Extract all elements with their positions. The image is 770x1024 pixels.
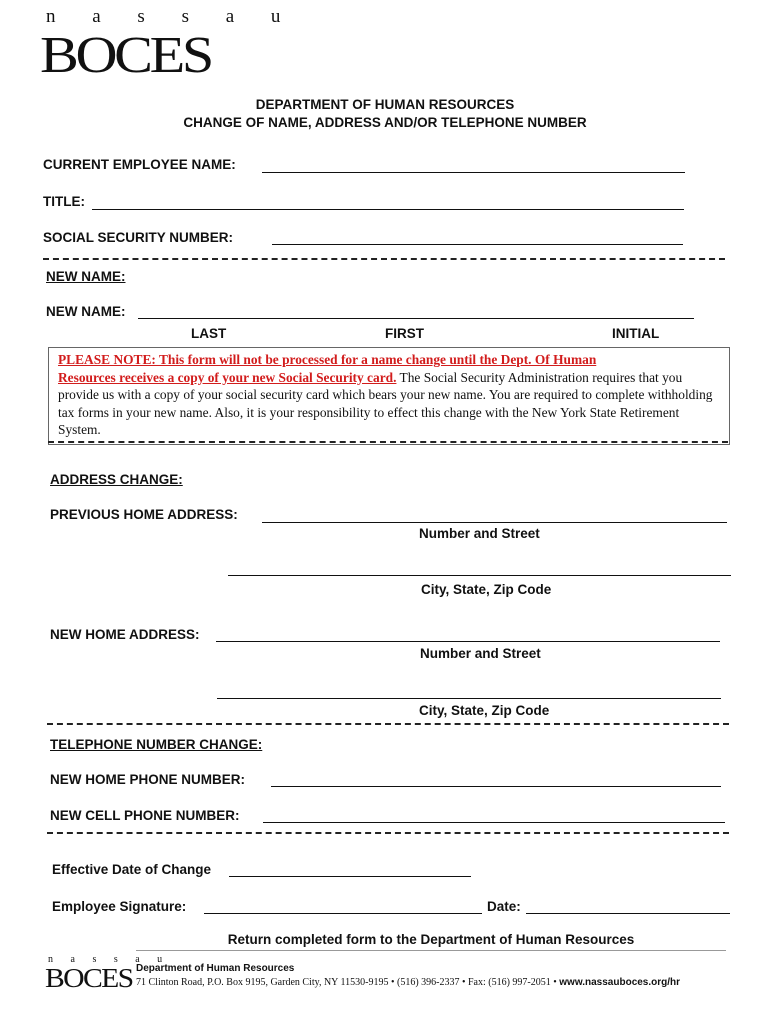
current-employee-name-label: CURRENT EMPLOYEE NAME: <box>43 157 236 172</box>
last-caption: LAST <box>191 326 227 341</box>
current-employee-name-field[interactable] <box>262 172 685 173</box>
page-title-department: DEPARTMENT OF HUMAN RESOURCES <box>255 97 515 112</box>
new-name-field[interactable] <box>138 318 694 319</box>
title-label: TITLE: <box>43 194 85 209</box>
footer-department: Department of Human Resources <box>136 963 295 974</box>
new-street-caption: Number and Street <box>420 646 541 661</box>
previous-address-street-field[interactable] <box>262 522 727 523</box>
employee-signature-label: Employee Signature: <box>52 899 187 914</box>
notice-body: The Social Security Administration requires that you provide us with a copy of your social security card which bears your new name. You are required to complete withholding tax forms in your new name. Also, it is your responsibility to effect this change with the New York State Retirement System. <box>58 369 713 437</box>
home-phone-label: NEW HOME PHONE NUMBER: <box>50 772 245 787</box>
footer-logo-letters: n a s s a u <box>48 954 170 965</box>
logo-word: BOCES <box>40 27 211 84</box>
date-label: Date: <box>487 899 521 914</box>
page-title-form: CHANGE OF NAME, ADDRESS AND/OR TELEPHONE NUMBER <box>183 115 587 130</box>
new-name-heading: NEW NAME: <box>46 269 126 284</box>
footer-website-link[interactable]: www.nassauboces.org/hr <box>559 977 681 988</box>
first-caption: FIRST <box>385 326 424 341</box>
cell-phone-field[interactable] <box>263 822 725 823</box>
initial-caption: INITIAL <box>612 326 660 341</box>
previous-address-label: PREVIOUS HOME ADDRESS: <box>50 507 238 522</box>
notice-text <box>58 351 720 439</box>
ssn-field[interactable] <box>272 244 683 245</box>
new-address-label: NEW HOME ADDRESS: <box>50 627 200 642</box>
employee-signature-field[interactable] <box>204 913 482 914</box>
return-instructions: Return completed form to the Department of Human Resources <box>136 932 726 951</box>
new-address-city-field[interactable] <box>217 698 721 699</box>
new-name-label: NEW NAME: <box>46 304 126 319</box>
home-phone-field[interactable] <box>271 786 721 787</box>
previous-street-caption: Number and Street <box>419 526 540 541</box>
logo-letters: n a s s a u <box>46 6 298 27</box>
footer-logo-word: BOCES <box>45 963 133 993</box>
effective-date-field[interactable] <box>229 876 471 877</box>
previous-city-caption: City, State, Zip Code <box>421 582 552 597</box>
effective-date-label: Effective Date of Change <box>52 862 212 877</box>
notice-red-line1: PLEASE NOTE: This form will not be processed for a name change until the Dept. Of Human <box>58 352 597 367</box>
footer-address: 71 Clinton Road, P.O. Box 9195, Garden City, NY 11530-9195 • (516) 396-2337 • Fax: (516) 997-2051 • <box>136 977 560 988</box>
section-divider <box>43 258 725 260</box>
date-field[interactable] <box>526 913 730 914</box>
section-divider <box>47 723 729 725</box>
new-city-caption: City, State, Zip Code <box>419 703 550 718</box>
new-address-street-field[interactable] <box>216 641 720 642</box>
footer-contact <box>136 977 680 988</box>
section-divider <box>48 441 728 443</box>
ssn-label: SOCIAL SECURITY NUMBER: <box>43 230 234 245</box>
section-divider <box>47 832 729 834</box>
cell-phone-label: NEW CELL PHONE NUMBER: <box>50 808 240 823</box>
notice-red-line2: Resources receives a copy of your new Social Security card. <box>58 369 397 385</box>
previous-address-city-field[interactable] <box>228 575 731 576</box>
title-field[interactable] <box>92 209 684 210</box>
telephone-change-heading: TELEPHONE NUMBER CHANGE: <box>50 737 263 752</box>
address-change-heading: ADDRESS CHANGE: <box>50 472 183 487</box>
